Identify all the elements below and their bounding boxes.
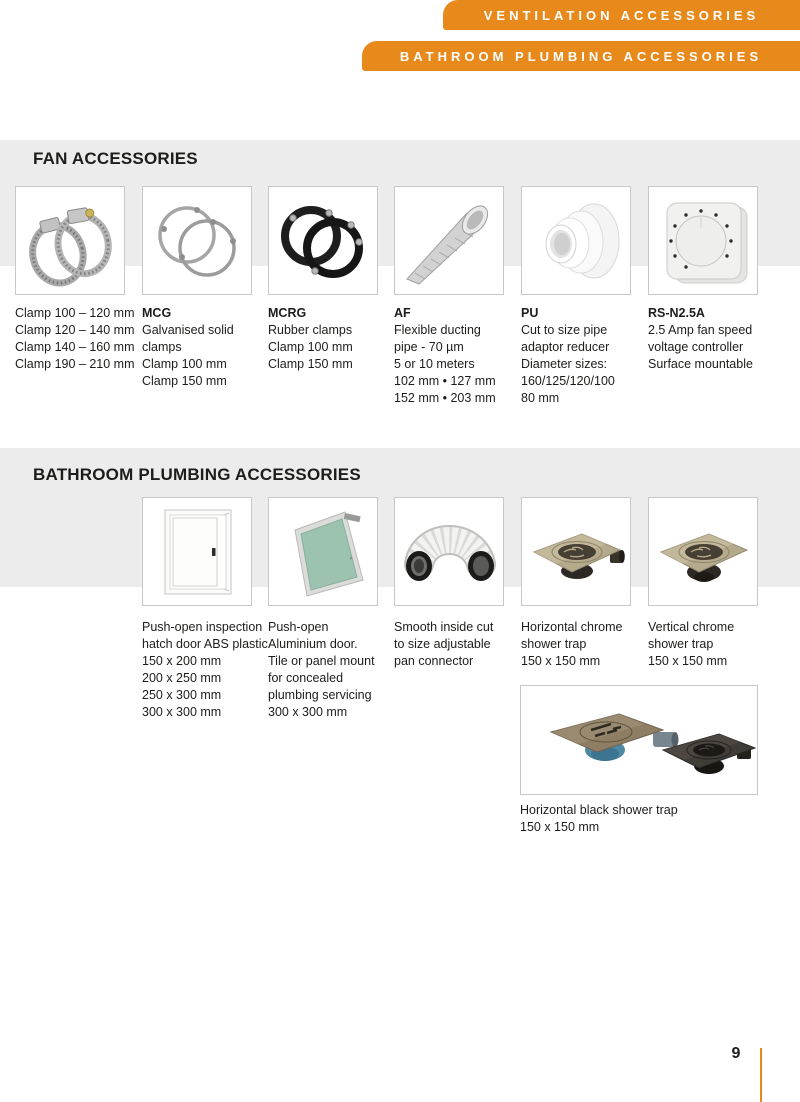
product-image-box: [394, 497, 504, 606]
inspection-hatch-image: [143, 498, 251, 605]
product-image-box: [521, 497, 631, 606]
description-line: Push-open inspection: [142, 620, 263, 634]
product-image-box: [142, 186, 252, 295]
product-description: [268, 619, 400, 721]
description-line: 80 mm: [521, 391, 560, 405]
banner-label: BATHROOM PLUMBING ACCESSORIES: [399, 48, 763, 64]
description-line: clamps: [142, 340, 182, 354]
description-line: shower trap: [648, 637, 714, 651]
product-image-box: [648, 186, 758, 295]
bathroom-section-title: BATHROOM PLUMBING ACCESSORIES: [33, 465, 361, 484]
description-line: Cut to size pipe: [521, 323, 608, 337]
horizontal-chrome-trap-image: [522, 498, 630, 605]
product-image-box: [15, 186, 125, 295]
product-description: [648, 305, 780, 373]
ventilation-accessories-banner: [443, 0, 800, 30]
product-image-box: [142, 497, 252, 606]
product-description: [15, 305, 147, 373]
aluminium-door-image: [269, 498, 377, 605]
galvanised-clamps-image: [143, 187, 251, 294]
description-line: 102 mm • 127 mm: [394, 374, 496, 388]
footer-accent-rule: [760, 1048, 762, 1102]
description-line: Galvanised solid: [142, 323, 234, 337]
product-code: PU: [521, 306, 539, 320]
banner-label: VENTILATION ACCESSORIES: [483, 7, 760, 23]
description-line: Surface mountable: [648, 357, 753, 371]
description-line: Clamp 120 – 140 mm: [15, 323, 135, 337]
product-description: [521, 619, 653, 670]
description-line: Smooth inside cut: [394, 620, 494, 634]
description-line: Vertical chrome: [648, 620, 735, 634]
description-line: 152 mm • 203 mm: [394, 391, 496, 405]
product-code: MCRG: [268, 306, 307, 320]
bathroom-plumbing-accessories-banner: [362, 41, 800, 71]
description-line: Flexible ducting: [394, 323, 481, 337]
description-line: Horizontal chrome: [521, 620, 623, 634]
description-line: 300 x 300 mm: [142, 705, 222, 719]
description-line: Diameter sizes:: [521, 357, 608, 371]
description-line: Tile or panel mount: [268, 654, 375, 668]
hose-clamps-image: [16, 187, 124, 294]
description-line: 150 x 150 mm: [648, 654, 728, 668]
description-line: 250 x 300 mm: [142, 688, 222, 702]
description-line: Clamp 100 mm: [142, 357, 227, 371]
description-line: Clamp 100 – 120 mm: [15, 306, 135, 320]
product-image-box: [268, 497, 378, 606]
rubber-clamps-image: [269, 187, 377, 294]
description-line: shower trap: [521, 637, 587, 651]
description-line: 200 x 250 mm: [142, 671, 222, 685]
description-line: Clamp 140 – 160 mm: [15, 340, 135, 354]
description-line: Horizontal black shower trap: [520, 803, 678, 817]
product-code: RS-N2.5A: [648, 306, 705, 320]
description-line: Push-open: [268, 620, 329, 634]
product-description: [394, 619, 526, 670]
description-line: Clamp 190 – 210 mm: [15, 357, 135, 371]
description-line: voltage controller: [648, 340, 744, 354]
product-description: [520, 802, 760, 836]
description-line: to size adjustable: [394, 637, 491, 651]
product-image-box: [394, 186, 504, 295]
product-description: [268, 305, 400, 373]
description-line: 150 x 200 mm: [142, 654, 222, 668]
description-line: 300 x 300 mm: [268, 705, 348, 719]
flexible-duct-image: [395, 187, 503, 294]
product-description: [394, 305, 526, 407]
product-image-box: [268, 186, 378, 295]
product-description: [648, 619, 780, 670]
product-code: MCG: [142, 306, 172, 320]
description-line: adaptor reducer: [521, 340, 610, 354]
product-image-box-wide: [520, 685, 758, 795]
description-line: 150 x 150 mm: [520, 820, 600, 834]
description-line: for concealed: [268, 671, 344, 685]
description-line: Aluminium door.: [268, 637, 358, 651]
description-line: pipe - 70 µm: [394, 340, 464, 354]
page-number: 9: [731, 1045, 741, 1062]
description-line: Clamp 150 mm: [268, 357, 353, 371]
speed-controller-image: [649, 187, 757, 294]
description-line: 160/125/120/100: [521, 374, 615, 388]
fan-section-title: FAN ACCESSORIES: [33, 149, 198, 168]
product-description: [142, 619, 274, 721]
description-line: pan connector: [394, 654, 474, 668]
product-description: [142, 305, 274, 390]
description-line: plumbing servicing: [268, 688, 372, 702]
description-line: Clamp 100 mm: [268, 340, 353, 354]
product-description: [521, 305, 653, 407]
product-image-box: [648, 497, 758, 606]
description-line: Rubber clamps: [268, 323, 353, 337]
description-line: 150 x 150 mm: [521, 654, 601, 668]
product-image-box: [521, 186, 631, 295]
cone-reducer-image: [522, 187, 630, 294]
pan-connector-image: [395, 498, 503, 605]
description-line: 2.5 Amp fan speed: [648, 323, 753, 337]
description-line: Clamp 150 mm: [142, 374, 227, 388]
description-line: hatch door ABS plastic: [142, 637, 268, 651]
description-line: 5 or 10 meters: [394, 357, 475, 371]
vertical-chrome-trap-image: [649, 498, 757, 605]
black-shower-traps-image: [521, 686, 757, 794]
product-code: AF: [394, 306, 411, 320]
